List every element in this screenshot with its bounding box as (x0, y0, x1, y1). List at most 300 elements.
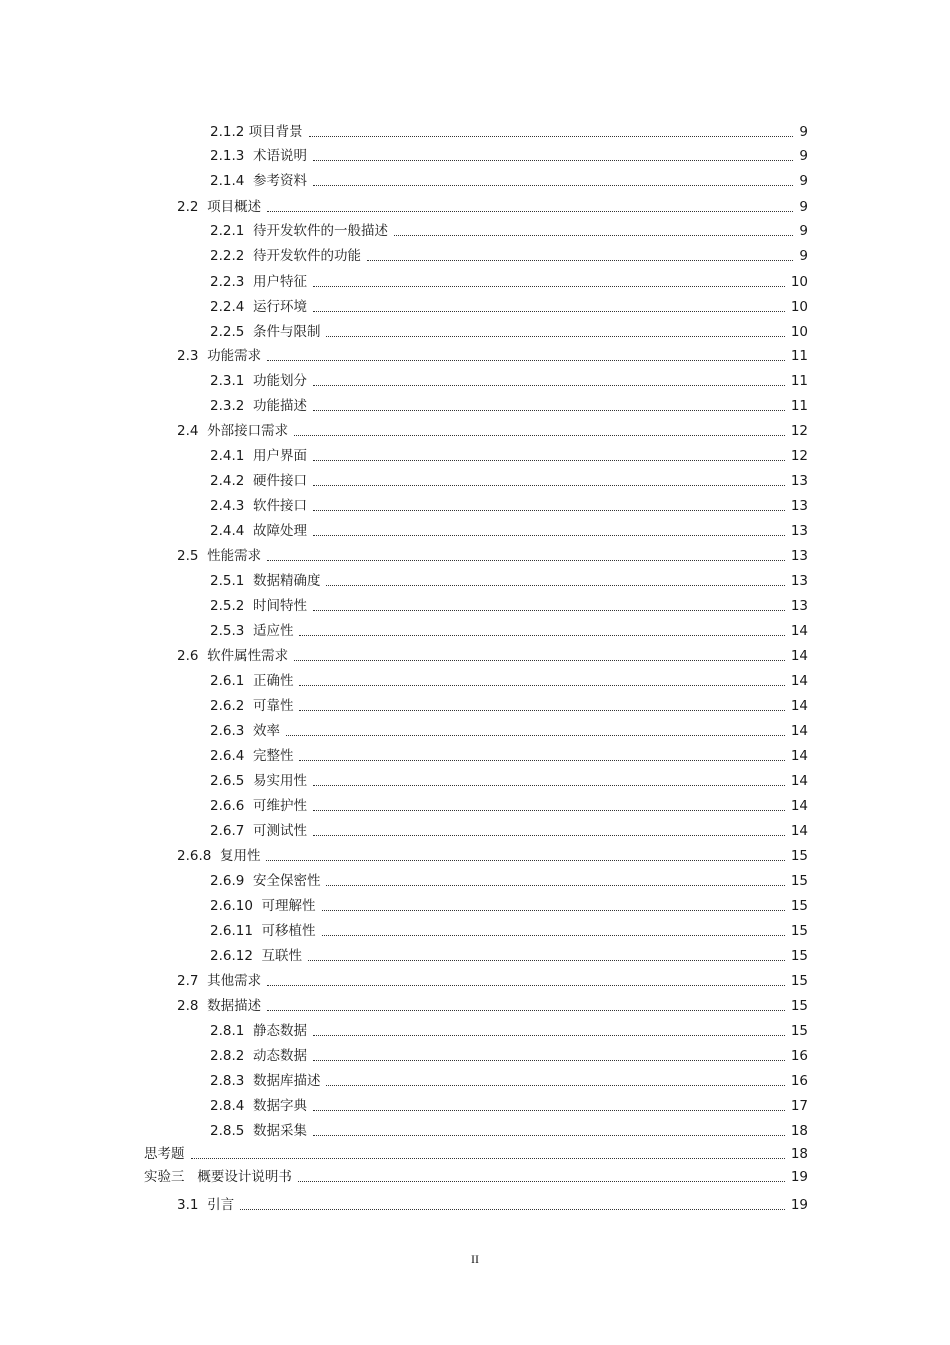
toc-entry-title: 硬件接口 (252, 473, 307, 489)
toc-entry-number: 2.4.2 (210, 473, 245, 489)
dot-leader (326, 885, 784, 886)
dot-leader (367, 260, 793, 261)
dot-leader (313, 1035, 785, 1036)
toc-entry-number: 2.6.3 (210, 723, 245, 739)
toc-entry-spacer (244, 248, 253, 264)
dot-leader (267, 985, 785, 986)
toc-entry-label (210, 1022, 307, 1040)
toc-entry[interactable] (210, 747, 808, 765)
toc-entry[interactable] (177, 547, 808, 565)
toc-entry-number: 2.3.1 (210, 373, 245, 389)
toc-entry[interactable] (177, 347, 808, 365)
toc-entry-label (210, 472, 307, 490)
toc-entry-page-number: 17 (790, 1098, 808, 1114)
toc-entry-label (177, 547, 261, 565)
toc-entry-label (210, 522, 307, 540)
toc-entry-label (210, 497, 307, 515)
toc-entry-title: 数据描述 (207, 998, 262, 1014)
toc-entry[interactable] (210, 697, 808, 715)
toc-entry[interactable] (210, 298, 808, 316)
toc-entry-title: 软件接口 (252, 498, 307, 514)
toc-entry[interactable] (210, 772, 808, 790)
toc-entry-label (177, 847, 260, 865)
toc-entry-page-number: 13 (790, 498, 808, 514)
toc-entry-label (210, 1097, 307, 1115)
toc-entry-title: 完整性 (252, 748, 294, 764)
dot-leader (322, 910, 785, 911)
toc-entry-spacer (244, 223, 253, 239)
dot-leader (313, 460, 785, 461)
toc-entry-number: 2.2.3 (210, 274, 245, 290)
toc-entry-spacer (244, 1023, 253, 1039)
dot-leader (240, 1209, 785, 1210)
toc-entry-spacer (244, 1073, 253, 1089)
toc-entry-title: 待开发软件的功能 (252, 248, 361, 264)
toc-entry-label (177, 972, 261, 990)
toc-entry-label (177, 198, 261, 216)
toc-entry-number: 2.6.1 (210, 673, 245, 689)
toc-entry-page-number: 11 (790, 348, 808, 364)
dot-leader (322, 935, 785, 936)
toc-entry-spacer (244, 1098, 253, 1114)
toc-entry-page-number: 15 (790, 998, 808, 1014)
toc-entry[interactable] (177, 972, 808, 990)
toc-entry-title: 外部接口需求 (207, 423, 289, 439)
toc-entry-label (144, 1168, 292, 1186)
toc-entry-spacer (244, 673, 253, 689)
toc-entry[interactable] (177, 847, 808, 865)
toc-entry-label (210, 273, 307, 291)
toc-entry-spacer (244, 723, 253, 739)
toc-entry-label (177, 1196, 234, 1214)
toc-entry-page-number: 10 (790, 299, 808, 315)
toc-entry-page-number: 9 (799, 124, 808, 140)
toc-entry-label (210, 123, 303, 141)
dot-leader (313, 160, 793, 161)
toc-entry-number: 2.4.3 (210, 498, 245, 514)
toc-entry-number: 2.8.4 (210, 1098, 245, 1114)
toc-entry-spacer (244, 324, 253, 340)
toc-entry-page-number: 9 (799, 148, 808, 164)
toc-entry-label (210, 147, 307, 165)
toc-entry-number: 2.6 (177, 648, 199, 664)
toc-entry-title: 软件属性需求 (207, 648, 289, 664)
toc-entry-number: 2.4.1 (210, 448, 245, 464)
toc-entry-number: 2.5.3 (210, 623, 245, 639)
toc-entry-number: 2.6.7 (210, 823, 245, 839)
toc-entry-number: 2.3.2 (210, 398, 245, 414)
toc-entry-page-number: 16 (790, 1073, 808, 1089)
toc-entry-number: 2.8.1 (210, 1023, 245, 1039)
toc-entry-label (177, 347, 261, 365)
toc-entry[interactable] (177, 198, 808, 216)
toc-entry-title: 可维护性 (252, 798, 307, 814)
toc-entry-label (210, 797, 307, 815)
toc-entry-spacer (185, 1169, 198, 1185)
toc-entry-spacer (253, 898, 262, 914)
toc-entry-page-number: 19 (790, 1197, 808, 1213)
toc-entry[interactable] (210, 872, 808, 890)
dot-leader (299, 710, 784, 711)
toc-entry-spacer (244, 299, 253, 315)
toc-entry-title: 可移植性 (261, 923, 316, 939)
toc-entry-title: 数据采集 (252, 1123, 307, 1139)
dot-leader (326, 336, 784, 337)
toc-entry-spacer (244, 773, 253, 789)
toc-entry-title: 待开发软件的一般描述 (252, 223, 388, 239)
toc-entry-page-number: 15 (790, 848, 808, 864)
dot-leader (313, 785, 785, 786)
toc-entry[interactable] (210, 1097, 808, 1115)
toc-entry-number: 2.5.1 (210, 573, 245, 589)
toc-entry[interactable] (210, 922, 808, 940)
toc-entry-number: 2.8.5 (210, 1123, 245, 1139)
toc-entry[interactable] (210, 172, 808, 190)
toc-entry-spacer (244, 373, 253, 389)
toc-entry-label (210, 447, 307, 465)
dot-leader (267, 211, 793, 212)
dot-leader (298, 1181, 785, 1182)
dot-leader (309, 136, 794, 137)
toc-entry-page-number: 15 (790, 1023, 808, 1039)
toc-entry-page-number: 15 (790, 873, 808, 889)
dot-leader (313, 1060, 785, 1061)
dot-leader (313, 535, 785, 536)
toc-entry-title: 故障处理 (252, 523, 307, 539)
toc-entry-spacer (198, 1197, 207, 1213)
toc-entry-page-number: 13 (790, 598, 808, 614)
toc-entry[interactable] (210, 397, 808, 415)
toc-entry-label (210, 597, 307, 615)
toc-entry-number: 2.3 (177, 348, 199, 364)
page-number-footer: II (471, 1252, 479, 1266)
toc-entry-spacer (198, 548, 207, 564)
toc-entry-spacer (244, 823, 253, 839)
toc-entry[interactable] (210, 722, 808, 740)
toc-entry-page-number: 14 (790, 798, 808, 814)
toc-entry[interactable] (210, 372, 808, 390)
toc-entry-spacer (253, 948, 262, 964)
toc-entry-page-number: 14 (790, 623, 808, 639)
dot-leader (313, 485, 785, 486)
toc-entry[interactable] (210, 522, 808, 540)
toc-entry-number: 2.2 (177, 199, 199, 215)
toc-entry-title: 易实用性 (252, 773, 307, 789)
toc-entry-spacer (244, 1048, 253, 1064)
toc-entry-title: 引言 (207, 1197, 235, 1213)
toc-entry-label (210, 697, 293, 715)
toc-entry-page-number: 15 (790, 898, 808, 914)
toc-entry-number: 2.1.4 (210, 173, 245, 189)
toc-entry-page-number: 15 (790, 973, 808, 989)
toc-entry[interactable] (210, 897, 808, 915)
toc-entry-title: 功能描述 (252, 398, 307, 414)
dot-leader (394, 235, 793, 236)
toc-entry-title: 适应性 (252, 623, 294, 639)
toc-entry[interactable] (210, 323, 808, 341)
toc-entry-spacer (198, 973, 207, 989)
dot-leader (313, 311, 785, 312)
toc-entry[interactable] (210, 147, 808, 165)
toc-entry-number: 2.5 (177, 548, 199, 564)
toc-entry-spacer (244, 523, 253, 539)
toc-entry-page-number: 10 (790, 274, 808, 290)
toc-entry-number: 2.2.5 (210, 324, 245, 340)
toc-entry-title: 用户特征 (252, 274, 307, 290)
dot-leader (313, 385, 785, 386)
toc-entry-number: 2.4.4 (210, 523, 245, 539)
toc-entry-page-number: 13 (790, 523, 808, 539)
toc-entry-number: 2.7 (177, 973, 199, 989)
toc-entry-page-number: 18 (790, 1146, 808, 1162)
toc-entry-label (177, 422, 288, 440)
toc-entry-label (210, 298, 307, 316)
toc-entry[interactable] (210, 622, 808, 640)
toc-entry-spacer (244, 173, 253, 189)
toc-entry-title: 复用性 (219, 848, 261, 864)
toc-entry-label (210, 897, 316, 915)
dot-leader (313, 1110, 785, 1111)
dot-leader (313, 410, 785, 411)
toc-entry-number: 2.6.12 (210, 948, 253, 964)
toc-entry-number: 2.6.5 (210, 773, 245, 789)
toc-entry-page-number: 9 (799, 199, 808, 215)
toc-entry-page-number: 12 (790, 448, 808, 464)
toc-entry-label (210, 772, 307, 790)
toc-entry-spacer (198, 998, 207, 1014)
toc-entry[interactable] (210, 1022, 808, 1040)
toc-entry-spacer (244, 748, 253, 764)
toc-entry-spacer (198, 199, 207, 215)
dot-leader (313, 1135, 785, 1136)
toc-entry-spacer (244, 448, 253, 464)
toc-entry-title: 数据精确度 (252, 573, 321, 589)
toc-entry-page-number: 19 (790, 1169, 808, 1185)
toc-entry-page-number: 11 (790, 373, 808, 389)
toc-entry-page-number: 14 (790, 748, 808, 764)
toc-entry-page-number: 13 (790, 573, 808, 589)
toc-entry[interactable] (177, 647, 808, 665)
toc-entry-label (210, 622, 293, 640)
toc-entry-label (210, 323, 320, 341)
toc-entry-number: 2.2.1 (210, 223, 245, 239)
toc-entry-number: 2.1.2 (210, 124, 245, 140)
toc-entry-title: 概要设计说明书 (197, 1169, 292, 1185)
dot-leader (299, 760, 784, 761)
toc-entry-number: 3.1 (177, 1197, 199, 1213)
toc-entry-page-number: 11 (790, 398, 808, 414)
toc-entry[interactable] (210, 497, 808, 515)
toc-entry-title: 思考题 (144, 1146, 185, 1162)
dot-leader (294, 660, 785, 661)
toc-entry-label (177, 997, 261, 1015)
dot-leader (313, 286, 785, 287)
toc-entry-label (210, 372, 307, 390)
toc-entry-number: 2.6.6 (210, 798, 245, 814)
toc-entry-page-number: 16 (790, 1048, 808, 1064)
toc-entry-page-number: 14 (790, 773, 808, 789)
toc-entry-spacer (211, 848, 220, 864)
toc-entry-label (210, 172, 307, 190)
toc-entry-title: 功能需求 (207, 348, 262, 364)
toc-entry-title: 可测试性 (252, 823, 307, 839)
toc-entry-page-number: 9 (799, 223, 808, 239)
toc-entry[interactable] (210, 1047, 808, 1065)
toc-entry-title: 条件与限制 (252, 324, 321, 340)
toc-entry-label (210, 572, 320, 590)
toc-entry-spacer (198, 648, 207, 664)
dot-leader (313, 810, 785, 811)
toc-entry-spacer (244, 473, 253, 489)
dot-leader (299, 635, 784, 636)
dot-leader (267, 560, 785, 561)
toc-entry-label (210, 747, 293, 765)
toc-entry-number: 2.1.3 (210, 148, 245, 164)
toc-entry-title: 可靠性 (252, 698, 294, 714)
dot-leader (267, 1010, 785, 1011)
toc-entry-label (210, 397, 307, 415)
toc-entry-label (210, 822, 307, 840)
toc-entry-title: 时间特性 (252, 598, 307, 614)
toc-entry[interactable] (210, 472, 808, 490)
toc-entry-label (210, 1047, 307, 1065)
toc-entry[interactable] (210, 597, 808, 615)
toc-entry-title: 运行环境 (252, 299, 307, 315)
toc-entry-label (210, 947, 302, 965)
toc-entry-number: 2.6.2 (210, 698, 245, 714)
dot-leader (299, 685, 784, 686)
toc-entry-label (210, 672, 293, 690)
toc-entry-label (177, 647, 288, 665)
toc-entry-number: 2.6.4 (210, 748, 245, 764)
dot-leader (313, 510, 785, 511)
toc-entry-number: 实验三 (144, 1169, 185, 1185)
toc-entry-label (210, 222, 388, 240)
toc-entry-page-number: 9 (799, 173, 808, 189)
toc-entry-spacer (244, 598, 253, 614)
toc-entry-title: 效率 (252, 723, 280, 739)
toc-entry[interactable] (210, 273, 808, 291)
toc-entry-spacer (198, 423, 207, 439)
toc-entry-page-number: 14 (790, 723, 808, 739)
toc-entry-label (210, 922, 316, 940)
dot-leader (313, 835, 785, 836)
toc-entry-title: 正确性 (252, 673, 294, 689)
toc-entry-spacer (198, 348, 207, 364)
toc-entry-label (144, 1145, 185, 1163)
toc-entry[interactable] (144, 1168, 808, 1186)
toc-entry[interactable] (210, 447, 808, 465)
toc-entry-title: 项目概述 (207, 199, 262, 215)
toc-entry-page-number: 10 (790, 324, 808, 340)
toc-entry[interactable] (177, 422, 808, 440)
dot-leader (294, 435, 785, 436)
toc-entry-title: 功能划分 (252, 373, 307, 389)
dot-leader (286, 735, 785, 736)
toc-entry-number: 2.2.2 (210, 248, 245, 264)
toc-entry-number: 2.6.8 (177, 848, 212, 864)
toc-entry[interactable] (177, 1196, 808, 1214)
toc-entry-title: 安全保密性 (252, 873, 321, 889)
toc-entry-page-number: 13 (790, 473, 808, 489)
toc-entry-page-number: 18 (790, 1123, 808, 1139)
toc-entry-page-number: 14 (790, 673, 808, 689)
dot-leader (308, 960, 785, 961)
toc-entry-number: 2.8.2 (210, 1048, 245, 1064)
toc-entry-title: 术语说明 (252, 148, 307, 164)
toc-entry[interactable] (210, 672, 808, 690)
toc-entry-page-number: 12 (790, 423, 808, 439)
toc-entry-page-number: 9 (799, 248, 808, 264)
toc-entry-title: 静态数据 (252, 1023, 307, 1039)
toc-entry[interactable] (210, 222, 808, 240)
toc-entry-title: 其他需求 (207, 973, 262, 989)
dot-leader (266, 860, 784, 861)
toc-entry-title: 互联性 (261, 948, 303, 964)
toc-entry-label (210, 722, 280, 740)
toc-entry[interactable] (210, 822, 808, 840)
toc-entry[interactable] (210, 123, 808, 141)
toc-entry-title: 用户界面 (252, 448, 307, 464)
toc-entry[interactable] (210, 1072, 808, 1090)
toc-entry-title: 参考资料 (252, 173, 307, 189)
dot-leader (326, 585, 784, 586)
toc-entry-spacer (244, 623, 253, 639)
toc-entry-spacer (244, 498, 253, 514)
toc-entry[interactable] (210, 797, 808, 815)
toc-entry-spacer (244, 873, 253, 889)
toc-entry-number: 2.8.3 (210, 1073, 245, 1089)
toc-entry-title: 项目背景 (248, 124, 303, 140)
toc-entry-title: 数据库描述 (252, 1073, 321, 1089)
toc-entry-label (210, 872, 320, 890)
toc-entry-number: 2.6.10 (210, 898, 253, 914)
toc-entry-spacer (244, 1123, 253, 1139)
toc-entry-label (210, 247, 361, 265)
toc-entry-spacer (244, 274, 253, 290)
dot-leader (191, 1158, 785, 1159)
toc-entry-spacer (244, 573, 253, 589)
toc-entry[interactable] (210, 572, 808, 590)
toc-entry[interactable] (210, 1122, 808, 1140)
toc-entry[interactable] (210, 947, 808, 965)
dot-leader (313, 185, 793, 186)
toc-entry-spacer (244, 698, 253, 714)
toc-entry-number: 2.8 (177, 998, 199, 1014)
toc-entry-page-number: 14 (790, 648, 808, 664)
toc-entry[interactable] (144, 1145, 808, 1163)
toc-entry[interactable] (210, 247, 808, 265)
toc-entry-title: 性能需求 (207, 548, 262, 564)
dot-leader (326, 1085, 784, 1086)
toc-entry-title: 数据字典 (252, 1098, 307, 1114)
toc-entry-number: 2.2.4 (210, 299, 245, 315)
toc-entry-spacer (244, 798, 253, 814)
toc-entry-page-number: 14 (790, 823, 808, 839)
toc-entry-page-number: 15 (790, 948, 808, 964)
toc-entry-title: 动态数据 (252, 1048, 307, 1064)
toc-entry-number: 2.6.9 (210, 873, 245, 889)
toc-entry-spacer (253, 923, 262, 939)
toc-entry-number: 2.6.11 (210, 923, 253, 939)
toc-entry-page-number: 14 (790, 698, 808, 714)
toc-entry[interactable] (177, 997, 808, 1015)
toc-entry-title: 可理解性 (261, 898, 316, 914)
toc-entry-spacer (244, 398, 253, 414)
toc-entry-page-number: 13 (790, 548, 808, 564)
toc-entry-label (210, 1122, 307, 1140)
toc-entry-page-number: 15 (790, 923, 808, 939)
